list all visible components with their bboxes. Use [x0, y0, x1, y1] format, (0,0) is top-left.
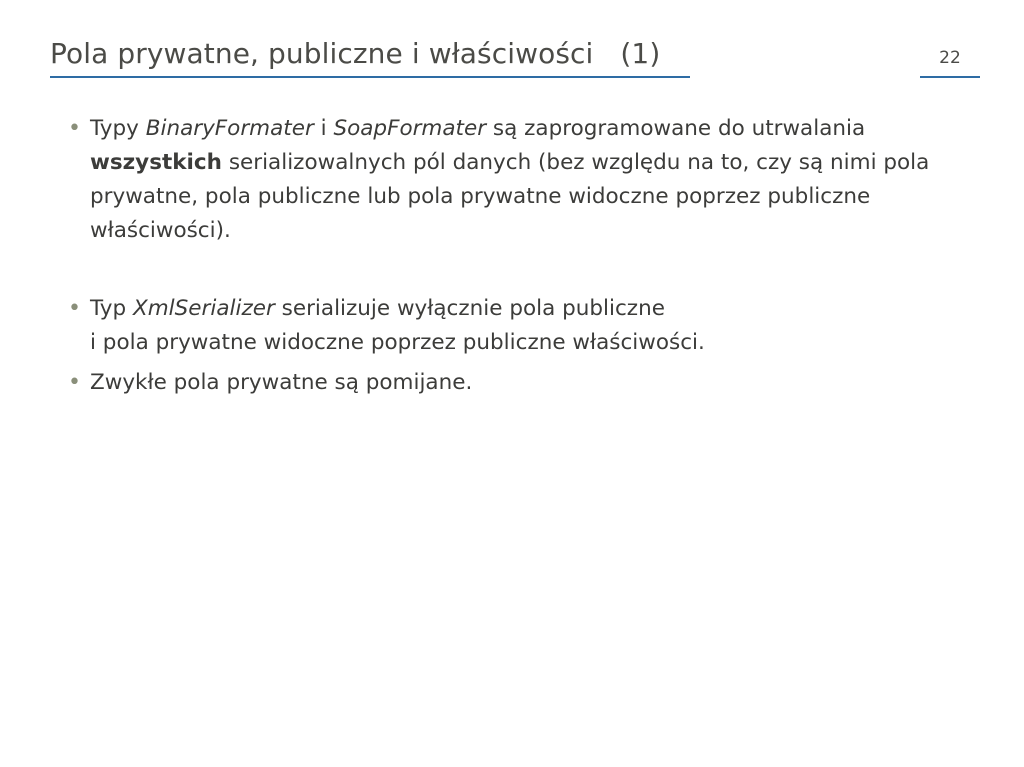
- bullet-dot-icon: •: [68, 370, 81, 395]
- title-underline: [50, 76, 690, 78]
- list-item: [62, 366, 942, 400]
- bullet-spacer: [62, 254, 942, 292]
- bullet-text-1: Typy BinaryFormater i SoapFormater są zaprogramowane do utrwalania wszystkich serializowalnych pól danych (bez względu na to, czy są nimi pola prywatne, pola publiczne lub pola prywatne widoczne poprzez publiczne właściwości).: [90, 116, 930, 243]
- page-title: Pola prywatne, publiczne i właściwości (1): [50, 37, 661, 70]
- list-item: [62, 112, 942, 248]
- page-number-block: [920, 48, 980, 78]
- title-block: [50, 38, 690, 78]
- bullet-text-3: Zwykłe pola prywatne są pomijane.: [90, 370, 473, 395]
- bullet-text-2: Typ XmlSerializer serializuje wyłącznie pola publiczne i pola prywatne widoczne poprzez publiczne właściwości.: [90, 296, 705, 355]
- slide-body: [62, 112, 942, 406]
- list-item: [62, 292, 942, 360]
- bullet-dot-icon: •: [68, 116, 81, 141]
- page-number-underline: [920, 76, 980, 78]
- bullet-dot-icon: •: [68, 296, 81, 321]
- page-number: 22: [939, 48, 961, 69]
- slide-header: [50, 38, 980, 78]
